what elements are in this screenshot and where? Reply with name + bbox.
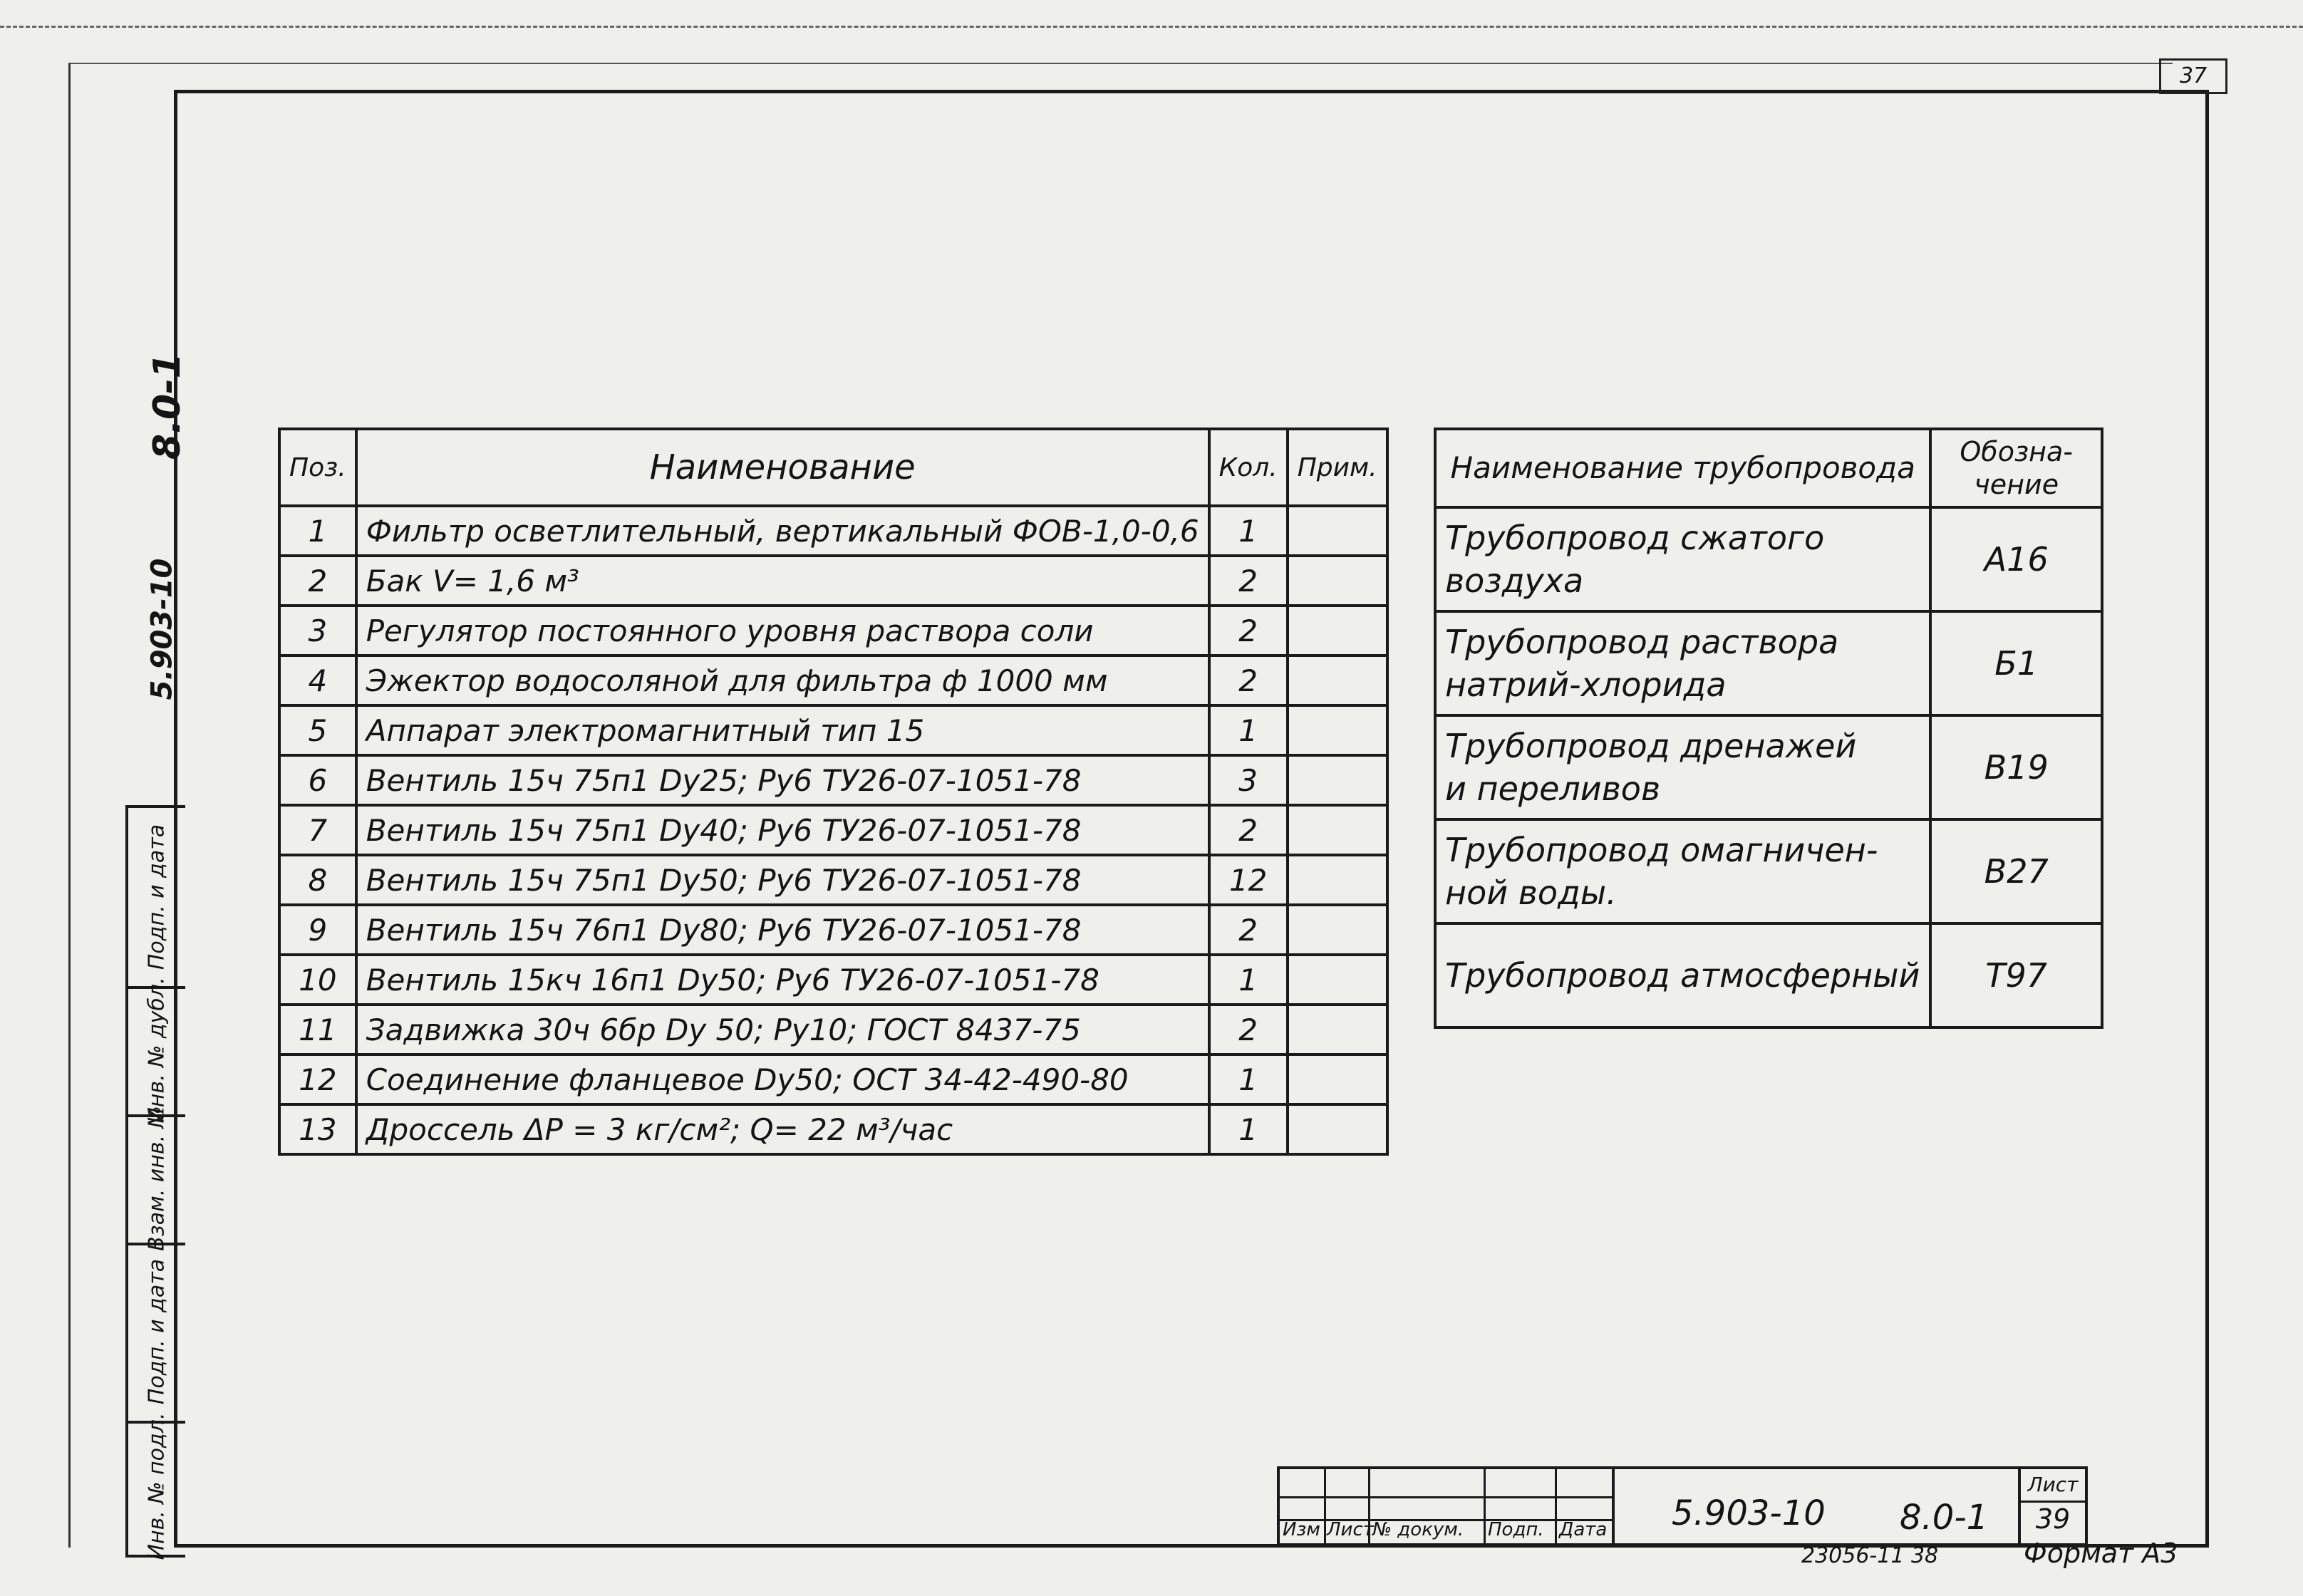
margin-cell: Подп. и дата [128,808,185,989]
row-qty: 1 [1209,705,1288,755]
row-qty: 2 [1209,656,1288,705]
table-row [279,955,1387,1005]
stamp-label-date: Дата [1559,1519,1608,1540]
row-name: Вентиль 15кч 16п1 Dy50; Py6 ТУ26-07-1051-78 [356,955,1209,1005]
row-qty: 12 [1209,855,1288,905]
row-name: Задвижка 30ч 6бр Dy 50; Py10; ГОСТ 8437-75 [356,1005,1209,1054]
table-row [279,556,1387,606]
row-note [1288,705,1387,755]
row-note [1288,656,1387,705]
spec-header-row [279,429,1387,506]
top-dashed-rule [0,26,2303,28]
row-note [1288,556,1387,606]
row-note [1288,606,1387,656]
side-doc-code: 5.903-10 [145,558,179,700]
header-note: Прим. [1288,429,1387,506]
row-note [1288,506,1387,556]
header-pipe-name: Наименование трубопровода [1435,429,1930,507]
row-qty: 1 [1209,1054,1288,1104]
pipe-code: В27 [1930,819,2102,923]
row-pos: 8 [279,855,356,905]
header-name: Наименование [356,429,1209,506]
pipe-code: В19 [1930,715,2102,819]
header-qty: Кол. [1209,429,1288,506]
margin-cell: Подп. и дата [128,1243,185,1424]
table-row [279,805,1387,855]
row-qty: 2 [1209,805,1288,855]
equipment-specification-table [278,428,1389,1156]
margin-approval-strip [125,805,185,1558]
corner-sheet-number: 37 [2159,58,2227,94]
table-row [279,1005,1387,1054]
paper-format: Формат А3 [2024,1538,2178,1569]
table-row [279,1054,1387,1104]
header-pipe-code: Обозна- чение [1930,429,2102,507]
row-note [1288,1054,1387,1104]
row-name: Фильтр осветлительный, вертикальный ФОВ-1,0-0,6 [356,506,1209,556]
row-name: Регулятор постоянного уровня раствора соли [356,606,1209,656]
margin-cell: Инв. № дубл. [128,986,185,1117]
row-qty: 1 [1209,955,1288,1005]
table-row [1435,819,2102,923]
row-name: Дроссель ΔP = 3 кг/см²; Q= 22 м³/час [356,1104,1209,1154]
pipe-name: Трубопровод омагничен- ной воды. [1435,819,1930,923]
row-qty: 1 [1209,1104,1288,1154]
stamp-label-doc: № докум. [1372,1519,1464,1540]
stamp-doc-code: 5.903-10 [1672,1493,1826,1533]
row-qty: 3 [1209,755,1288,805]
row-pos: 2 [279,556,356,606]
table-row [279,506,1387,556]
side-album-code: 8.0-1 [145,353,189,460]
table-row [279,705,1387,755]
row-qty: 2 [1209,905,1288,955]
stamp-label-sheet: Лист [1327,1519,1374,1540]
row-note [1288,805,1387,855]
row-pos: 12 [279,1054,356,1104]
table-row [279,905,1387,955]
margin-cell: Взам. инв. № [128,1114,185,1245]
pipe-name: Трубопровод атмосферный [1435,923,1930,1027]
row-note [1288,1005,1387,1054]
header-pos: Поз. [279,429,356,506]
row-qty: 2 [1209,1005,1288,1054]
row-note [1288,905,1387,955]
row-pos: 4 [279,656,356,705]
row-name: Вентиль 15ч 75п1 Dy40; Py6 ТУ26-07-1051-78 [356,805,1209,855]
row-name: Бак V= 1,6 м³ [356,556,1209,606]
pipe-name: Трубопровод сжатого воздуха [1435,507,1930,611]
row-qty: 2 [1209,556,1288,606]
revision-grid [1277,1466,1615,1546]
stamp-sheet-label: Лист [2021,1469,2085,1503]
pipe-code: Б1 [1930,611,2102,715]
table-row [279,855,1387,905]
stamp-album-code: 8.0-1 [1900,1498,1989,1538]
row-pos: 6 [279,755,356,805]
row-pos: 10 [279,955,356,1005]
pipe-name: Трубопровод раствора натрий-хлорида [1435,611,1930,715]
table-row [279,755,1387,805]
table-row [1435,611,2102,715]
pipeline-legend-table [1434,428,2103,1029]
stamp-main-field [1612,1466,2021,1546]
row-note [1288,1104,1387,1154]
table-row [1435,923,2102,1027]
row-qty: 2 [1209,606,1288,656]
stamp-label-rev: Изм [1283,1519,1320,1540]
row-pos: 9 [279,905,356,955]
row-pos: 1 [279,506,356,556]
row-pos: 3 [279,606,356,656]
stamp-sheet-number: 39 [2035,1503,2071,1535]
title-block [1277,1466,2202,1540]
row-note [1288,755,1387,805]
row-name: Вентиль 15ч 75п1 Dy50; Py6 ТУ26-07-1051-78 [356,855,1209,905]
table-row [279,606,1387,656]
table-row [1435,507,2102,611]
row-name: Вентиль 15ч 75п1 Dy25; Py6 ТУ26-07-1051-78 [356,755,1209,805]
row-pos: 5 [279,705,356,755]
row-pos: 11 [279,1005,356,1054]
row-name: Эжектор водосоляной для фильтра ф 1000 мм [356,656,1209,705]
row-name: Аппарат электромагнитный тип 15 [356,705,1209,755]
pipe-code: Т97 [1930,923,2102,1027]
pipe-name: Трубопровод дренажей и переливов [1435,715,1930,819]
stamp-label-sign: Подп. [1488,1519,1544,1540]
row-pos: 13 [279,1104,356,1154]
row-note [1288,855,1387,905]
row-note [1288,955,1387,1005]
row-name: Соединение фланцевое Dy50; ОСТ 34-42-490-80 [356,1054,1209,1104]
pipe-code: А16 [1930,507,2102,611]
margin-cell: Инв. № подл. [144,1412,170,1560]
table-row [279,1104,1387,1154]
table-row [279,656,1387,705]
row-qty: 1 [1209,506,1288,556]
archive-number: 23056-11 38 [1801,1543,1939,1568]
table-row [1435,715,2102,819]
row-pos: 7 [279,805,356,855]
row-name: Вентиль 15ч 76п1 Dy80; Py6 ТУ26-07-1051-78 [356,905,1209,955]
stamp-sheet-field [2018,1466,2088,1546]
pipe-header-row [1435,429,2102,507]
